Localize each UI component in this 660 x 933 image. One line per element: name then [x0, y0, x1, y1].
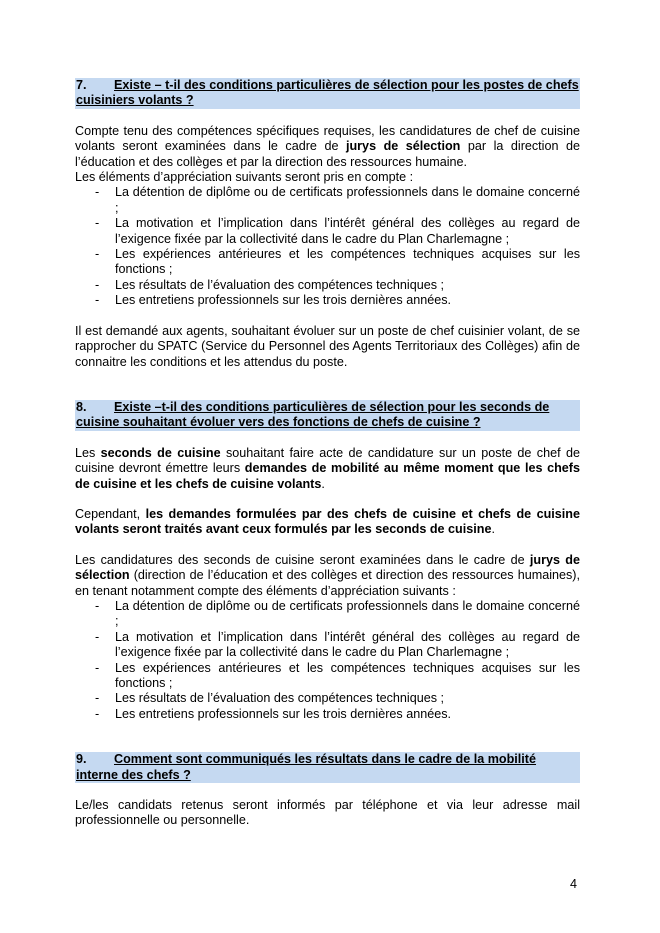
text-run: souhaitant faire acte de candidature sur un poste de chef de cuisine devront émettre leurs — [75, 445, 580, 476]
section-7-criteria-list — [75, 185, 580, 308]
list-item-text: Les résultats de l’évaluation des compétences techniques ; — [115, 691, 445, 706]
list-item-text: Les expériences antérieures et les compétences techniques acquises sur les fonctions ; — [115, 247, 580, 277]
list-item-text: Les résultats de l’évaluation des compétences techniques ; — [115, 277, 445, 292]
list-item — [75, 707, 580, 722]
list-item — [75, 599, 580, 630]
bold-text-run: seconds de cuisine — [100, 445, 221, 460]
list-item — [75, 691, 580, 706]
page-number: 4 — [570, 877, 578, 891]
dash-bullet: - — [95, 247, 100, 262]
dash-bullet: - — [95, 660, 100, 675]
dash-bullet: - — [95, 216, 100, 231]
list-item-text: La détention de diplôme ou de certificats professionnels dans le domaine concerné ; — [115, 598, 580, 629]
bold-text-run: demandes de mobilité au même moment que les chefs de cuisine et les chefs de cuisine volants — [75, 461, 580, 491]
list-item-text: La motivation et l’implication dans l’intérêt général des collèges au regard de l’exigence fixée par la collectivité dans le cadre du Plan Charlemagne ; — [115, 629, 580, 660]
list-item-text: Les entretiens professionnels sur les trois dernières années. — [115, 706, 452, 721]
section-8-paragraph-3 — [75, 553, 580, 599]
dash-bullet: - — [95, 293, 100, 308]
list-item — [75, 185, 580, 216]
section-7-paragraph-1 — [75, 124, 580, 186]
dash-bullet: - — [95, 185, 100, 200]
bold-text-run: jurys de sélection — [75, 552, 580, 583]
dash-bullet: - — [95, 277, 100, 292]
text-run: Les — [75, 445, 101, 460]
section-8-paragraph-1 — [75, 446, 580, 492]
dash-bullet: - — [95, 629, 100, 644]
text-run: Compte tenu des compétences spécifiques requises, les candidatures de chef de cuisine volants seront examinées dans le cadre de — [75, 123, 580, 154]
text-run: Les candidatures des seconds de cuisine seront examinées dans le cadre de — [75, 552, 530, 567]
text-run: par la direction de l’éducation et des collèges et par la direction des ressources humaine. — [75, 139, 581, 169]
section-9-title: Comment sont communiqués les résultats dans le cadre de la mobilité interne des chefs ? — [76, 752, 537, 782]
section-7-heading — [75, 78, 580, 109]
text-run: . — [491, 522, 495, 537]
dash-bullet: - — [95, 706, 100, 721]
section-7-title: Existe – t-il des conditions particulières de sélection pour les postes de chefs cuisiniers volants ? — [76, 78, 579, 108]
bold-text-run: jurys de sélection — [345, 139, 461, 154]
list-item-text: Les entretiens professionnels sur les trois dernières années. — [115, 293, 452, 308]
list-item — [75, 278, 580, 293]
list-item-text: La motivation et l’implication dans l’intérêt général des collèges au regard de l’exigence fixée par la collectivité dans le cadre du Plan Charlemagne ; — [115, 216, 580, 246]
section-8-number: 8. — [76, 399, 87, 414]
list-item — [75, 216, 580, 247]
section-9-number: 9. — [76, 752, 87, 767]
text-run: Les éléments d’appréciation suivants seront pris en compte : — [75, 170, 414, 185]
dash-bullet: - — [95, 598, 100, 613]
section-7-paragraph-2: Il est demandé aux agents, souhaitant évoluer sur un poste de chef cuisinier volant, de se rapprocher du SPATC (Service du Personnel des Agents Territoriaux des Collèges) afin de connaitre les conditions et les attendus du poste. — [75, 323, 580, 369]
list-item — [75, 630, 580, 661]
list-item — [75, 247, 580, 278]
section-9-heading — [75, 752, 580, 783]
list-item — [75, 293, 580, 308]
document-body — [75, 78, 580, 829]
list-item-text: Les expériences antérieures et les compétences techniques acquises sur les fonctions ; — [115, 660, 580, 690]
text-run: (direction de l’éducation et des collèges et direction des ressources humaines), en tenant notamment compte des éléments d’appréciation suivants : — [75, 568, 580, 598]
section-8-criteria-list — [75, 599, 580, 722]
dash-bullet: - — [95, 691, 100, 706]
bold-text-run: les demandes formulées par des chefs de cuisine et chefs de cuisine volants seront traités avant ceux formulés par les seconds de cuisine — [75, 506, 580, 537]
list-item — [75, 661, 580, 692]
list-item-text: La détention de diplôme ou de certificats professionnels dans le domaine concerné ; — [115, 185, 580, 215]
section-7-number: 7. — [76, 78, 87, 92]
section-8-paragraph-2 — [75, 507, 580, 538]
section-9-paragraph-1: Le/les candidats retenus seront informés par téléphone et via leur adresse mail professionnelle ou personnelle. — [75, 798, 580, 828]
text-run: . — [321, 476, 325, 491]
section-8-heading — [75, 400, 580, 431]
text-run: Cependant, — [75, 506, 146, 521]
section-8-title: Existe –t-il des conditions particulières de sélection pour les seconds de cuisine souhaitant évoluer vers des fonctions de chefs de cuisine ? — [76, 399, 550, 430]
